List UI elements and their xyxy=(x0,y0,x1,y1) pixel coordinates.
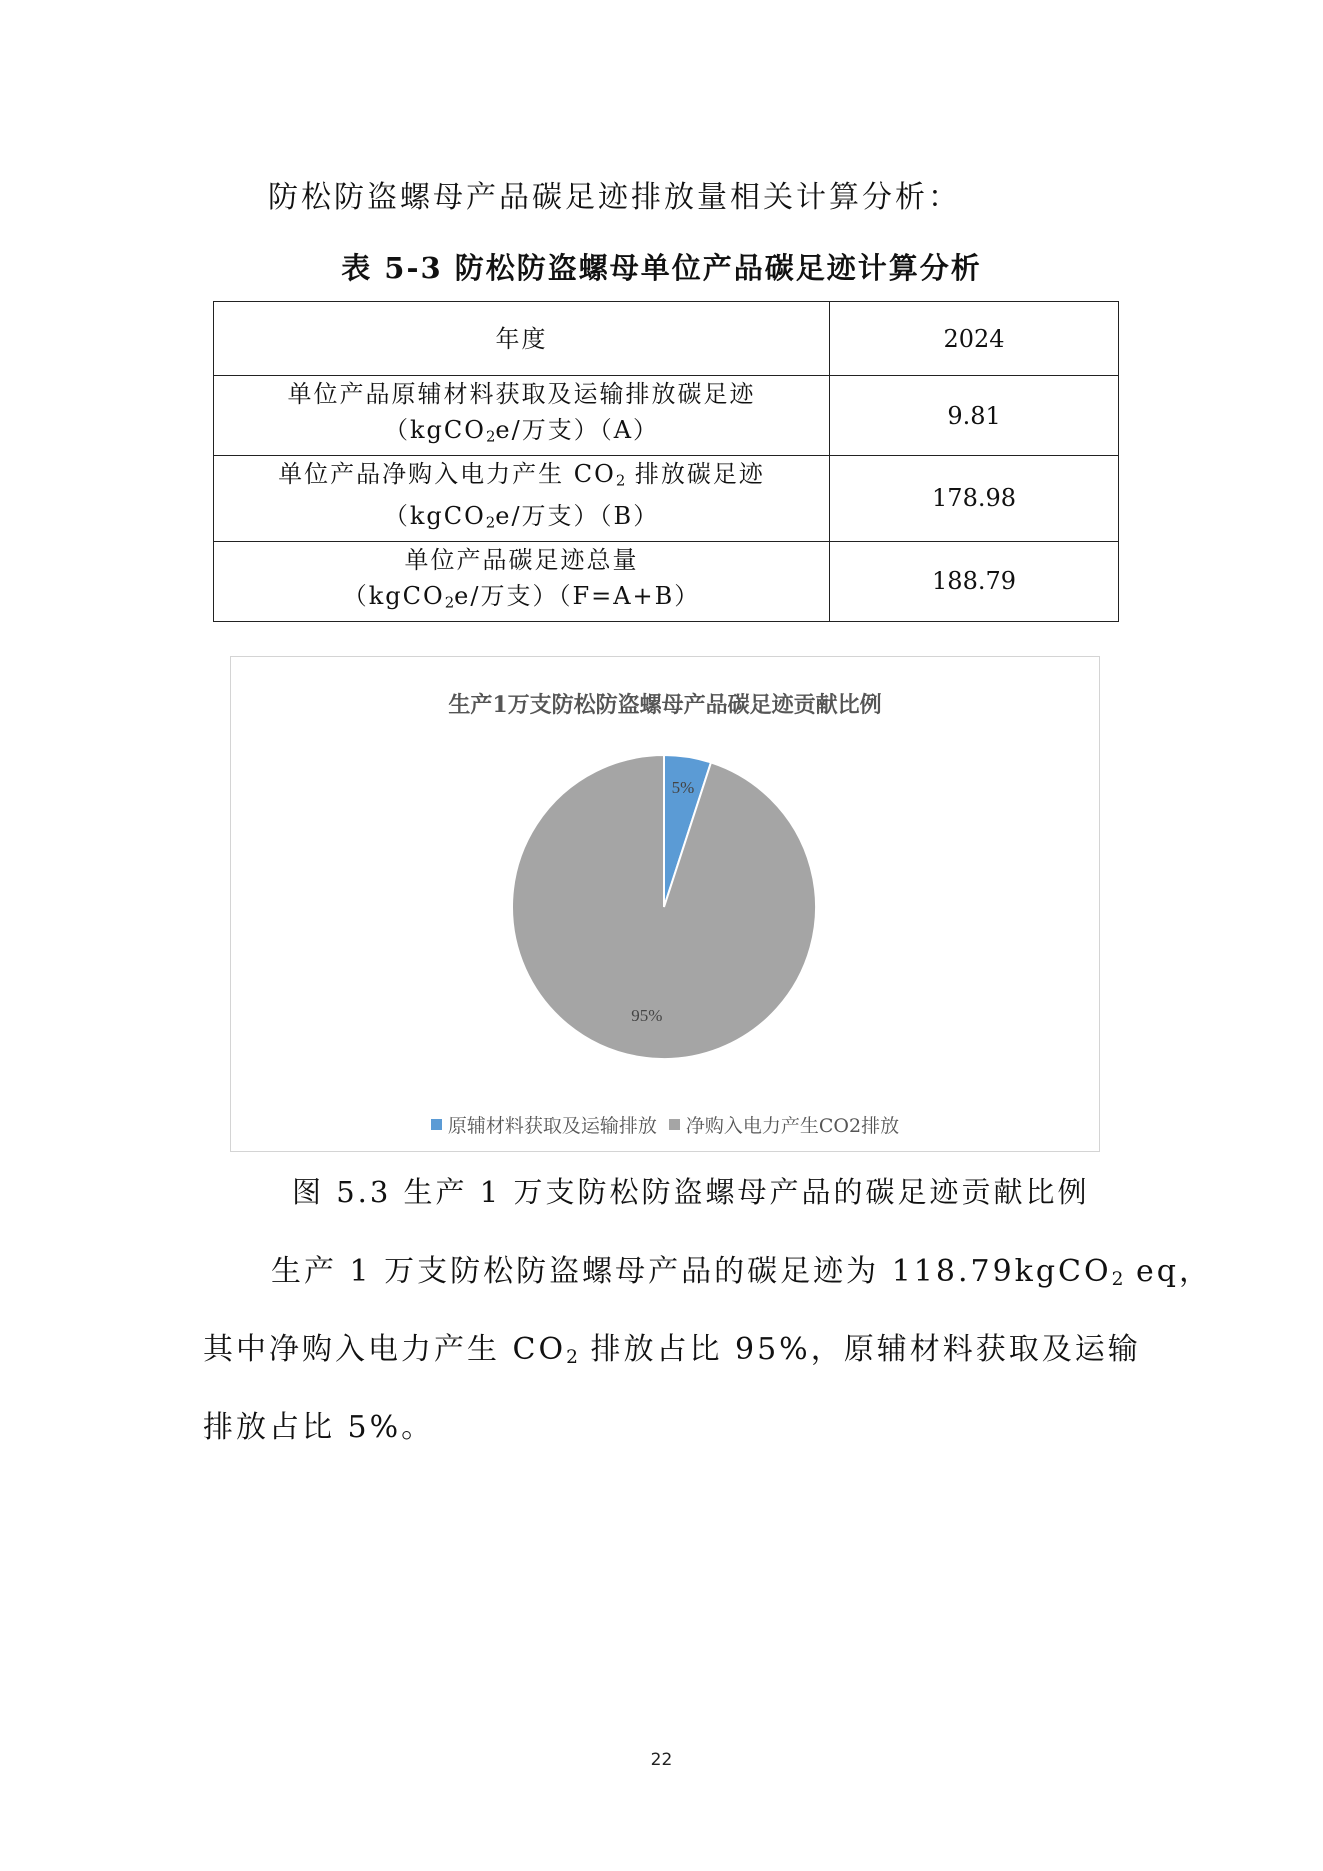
summary-paragraph xyxy=(203,1237,1212,1463)
row-value: 9.81 xyxy=(830,376,1119,456)
chart-legend xyxy=(231,1111,1099,1138)
text-subscript: 2 xyxy=(1111,1269,1124,1291)
legend-swatch xyxy=(669,1119,680,1130)
pie-slice xyxy=(512,755,816,1059)
unit-pre: （kgCO xyxy=(342,581,445,610)
calculation-table xyxy=(213,301,1119,622)
paragraph-line: 排放占比 5%。 xyxy=(203,1410,435,1446)
unit-subscript: 2 xyxy=(444,593,455,612)
legend-swatch xyxy=(431,1119,442,1130)
chart-title: 生产1万支防松防盗螺母产品碳足迹贡献比例 xyxy=(448,692,882,718)
page-number: 22 xyxy=(650,1750,673,1770)
legend-item xyxy=(431,1111,657,1138)
row-value: 178.98 xyxy=(830,456,1119,542)
legend-label: 净购入电力产生CO2排放 xyxy=(685,1115,900,1137)
paragraph-line xyxy=(203,1237,1212,1315)
text-post: 排放占比 95%，原辅材料获取及运输 xyxy=(577,1332,1141,1368)
unit-post: e/万支）（B） xyxy=(495,502,660,531)
table-row xyxy=(214,376,1119,456)
unit-post: e/万支）（A） xyxy=(495,416,660,445)
table-caption: 表 5-3 防松防盗螺母单位产品碳足迹计算分析 xyxy=(341,251,982,285)
pie-data-label: 5% xyxy=(671,777,695,797)
header-value: 2024 xyxy=(830,302,1119,376)
row-label-line1 xyxy=(224,456,819,498)
header-label: 年度 xyxy=(214,302,830,376)
unit-subscript: 2 xyxy=(485,427,496,446)
pie-data-label: 95% xyxy=(631,1006,663,1026)
figure-caption: 图 5.3 生产 1 万支防松防盗螺母产品的碳足迹贡献比例 xyxy=(292,1175,1090,1209)
paragraph-line xyxy=(203,1315,1141,1393)
unit-pre: （kgCO xyxy=(383,502,486,531)
row-label-line1: 单位产品碳足迹总量 xyxy=(404,545,639,574)
text-pre: 其中净购入电力产生 CO xyxy=(203,1332,567,1368)
pie-chart-plot xyxy=(231,657,1098,1150)
row-label xyxy=(214,456,830,542)
row-label xyxy=(214,541,830,621)
label-subscript: 2 xyxy=(615,471,626,490)
unit-pre: （kgCO xyxy=(384,416,486,445)
intro-text: 防松防盗螺母产品碳足迹排放量相关计算分析： xyxy=(268,180,961,215)
table-row xyxy=(214,456,1119,542)
row-label-line1: 单位产品原辅材料获取及运输排放碳足迹 xyxy=(287,380,756,409)
table-header-row xyxy=(214,302,1119,376)
row-label-line2 xyxy=(224,578,819,620)
legend-item xyxy=(669,1111,899,1138)
text-pre: 生产 1 万支防松防盗螺母产品的碳足迹为 118.79kgCO xyxy=(271,1254,1112,1289)
legend-label: 原辅材料获取及运输排放 xyxy=(447,1115,657,1137)
row-label-line2 xyxy=(224,498,819,540)
text-post: eq， xyxy=(1123,1254,1212,1289)
label-pre: 单位产品净购入电力产生 CO xyxy=(278,460,616,488)
label-post: 排放碳足迹 xyxy=(625,460,765,488)
unit-post: e/万支）（F=A+B） xyxy=(454,581,701,610)
table-row xyxy=(214,541,1119,621)
row-value: 188.79 xyxy=(830,541,1119,621)
row-label xyxy=(214,376,830,456)
row-label-line2 xyxy=(224,412,819,454)
pie-chart xyxy=(230,656,1100,1152)
text-subscript: 2 xyxy=(566,1347,578,1369)
unit-subscript: 2 xyxy=(485,513,496,532)
